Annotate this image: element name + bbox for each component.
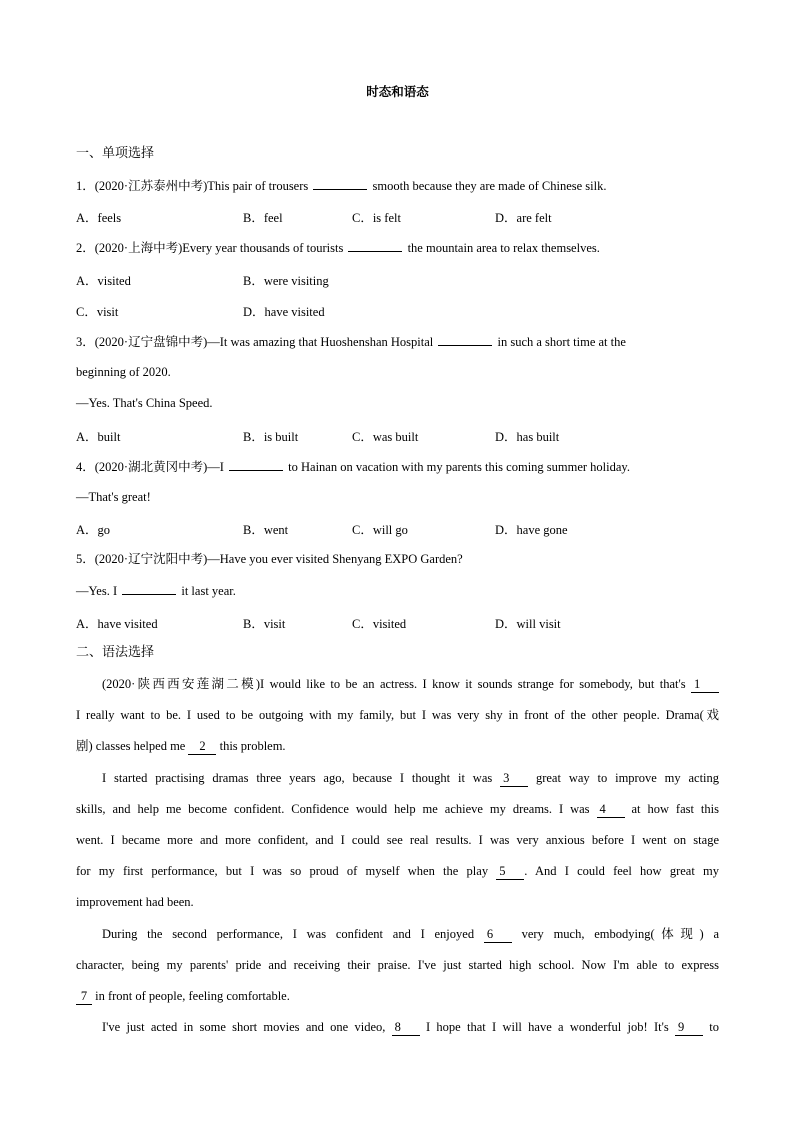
passage-line: I really want to be. I used to be outgoing with my family, but I was very shy in front of the other people. Drama(戏 [76, 708, 719, 722]
passage-text: During the second performance, I was confident and I enjoyed [102, 927, 484, 941]
question-5-reply [76, 582, 719, 599]
question-4-option-c[interactable]: C．will go [352, 523, 408, 537]
passage-text: . And I could feel how great my [524, 864, 719, 878]
passage-line: improvement had been. [76, 895, 194, 909]
passage-blank-2: 2 [188, 738, 216, 755]
passage-text: to [702, 1020, 719, 1034]
question-4-option-d[interactable]: D．have gone [495, 523, 568, 537]
question-4-stem [76, 458, 719, 475]
question-5-option-b[interactable]: B．visit [243, 617, 286, 631]
question-2-option-a[interactable]: A．visited [76, 274, 131, 288]
passage-text: (2020·陕西西安莲湖二模)I would like to be an actress. I know it sounds strange for somebody, but that's [102, 677, 691, 691]
passage-line: character, being my parents' pride and receiving their praise. I've just started high school. Now I'm able to express [76, 958, 719, 972]
passage-blank-5: 5 [496, 863, 524, 880]
question-2-text-a: 2．(2020·上海中考)Every year thousands of tourists [76, 241, 347, 255]
question-5-reply-a: —Yes. I [76, 584, 121, 598]
passage-line [76, 926, 719, 943]
passage-line [76, 676, 719, 693]
question-4-option-b[interactable]: B．went [243, 523, 289, 537]
question-5-stem: 5．(2020·辽宁沈阳中考)—Have you ever visited Shenyang EXPO Garden? [76, 552, 463, 566]
passage-text: skills, and help me become confident. Confidence would help me achieve my dreams. I was [76, 802, 597, 816]
question-3-stem [76, 333, 719, 350]
question-4-text-a: 4．(2020·湖北黄冈中考)—I [76, 460, 228, 474]
question-5-reply-b: it last year. [178, 584, 236, 598]
passage-line [76, 770, 719, 787]
question-3-text-a: 3．(2020·辽宁盘锦中考)—It was amazing that Huoshenshan Hospital [76, 335, 437, 349]
passage-text: 剧) classes helped me [76, 739, 189, 753]
passage-line: went. I became more and more confident, and I could see real results. I was very anxious before I went on stage [76, 833, 719, 847]
question-4-text-b: to Hainan on vacation with my parents this coming summer holiday. [285, 460, 630, 474]
passage-text: this problem. [216, 739, 286, 753]
passage-text: I've just acted in some short movies and one video, [102, 1020, 392, 1034]
passage-text: in front of people, feeling comfortable. [92, 989, 290, 1003]
question-2-option-b[interactable]: B．were visiting [243, 274, 329, 288]
question-1-option-d[interactable]: D．are felt [495, 211, 552, 225]
answer-blank [313, 177, 367, 190]
question-3-option-d[interactable]: D．has built [495, 430, 560, 444]
question-1-stem [76, 177, 719, 194]
passage-blank-8: 8 [392, 1019, 420, 1036]
answer-blank [122, 582, 176, 595]
section-heading-single-choice: 一、单项选择 [76, 146, 155, 161]
passage-text: for my first performance, but I was so proud of myself when the play [76, 864, 497, 878]
question-1-option-c[interactable]: C．is felt [352, 211, 401, 225]
question-2-option-d[interactable]: D．have visited [243, 305, 325, 319]
question-3-stem-continued: beginning of 2020. [76, 365, 171, 379]
answer-blank [348, 239, 402, 252]
document-title: 时态和语态 [366, 84, 429, 99]
passage-line [76, 863, 719, 880]
question-1-option-b[interactable]: B．feel [243, 211, 283, 225]
passage-line [76, 801, 719, 818]
question-2-text-b: the mountain area to relax themselves. [404, 241, 600, 255]
passage-blank-7: 7 [76, 988, 92, 1005]
passage-line [76, 738, 719, 755]
question-1-text-b: smooth because they are made of Chinese silk. [369, 179, 607, 193]
passage-blank-1: 1 [691, 676, 719, 693]
passage-blank-9: 9 [675, 1019, 703, 1036]
question-3-option-b[interactable]: B．is built [243, 430, 299, 444]
answer-blank [438, 333, 492, 346]
question-3-option-a[interactable]: A．built [76, 430, 121, 444]
passage-text: at how fast this [624, 802, 719, 816]
question-2-stem [76, 239, 719, 256]
passage-text: I hope that I will have a wonderful job! It's [419, 1020, 675, 1034]
question-5-option-c[interactable]: C．visited [352, 617, 407, 631]
question-2-option-c[interactable]: C．visit [76, 305, 119, 319]
passage-blank-3: 3 [500, 770, 528, 787]
question-3-option-c[interactable]: C．was built [352, 430, 419, 444]
passage-text: I started practising dramas three years ago, because I thought it was [102, 771, 501, 785]
passage-line [76, 988, 719, 1005]
question-3-reply: —Yes. That's China Speed. [76, 396, 213, 410]
question-5-option-d[interactable]: D．will visit [495, 617, 561, 631]
question-3-text-b: in such a short time at the [494, 335, 626, 349]
question-5-option-a[interactable]: A．have visited [76, 617, 158, 631]
passage-line [76, 1019, 719, 1036]
question-4-reply: —That's great! [76, 490, 151, 504]
passage-text: great way to improve my acting [528, 771, 720, 785]
section-heading-grammar-choice: 二、语法选择 [76, 645, 155, 660]
passage-blank-4: 4 [597, 801, 625, 818]
question-1-text-a: 1．(2020·江苏泰州中考)This pair of trousers [76, 179, 312, 193]
question-4-option-a[interactable]: A．go [76, 523, 111, 537]
passage-text: very much, embodying(体现) a [511, 927, 719, 941]
answer-blank [229, 458, 283, 471]
question-1-option-a[interactable]: A．feels [76, 211, 122, 225]
passage-blank-6: 6 [484, 926, 512, 943]
